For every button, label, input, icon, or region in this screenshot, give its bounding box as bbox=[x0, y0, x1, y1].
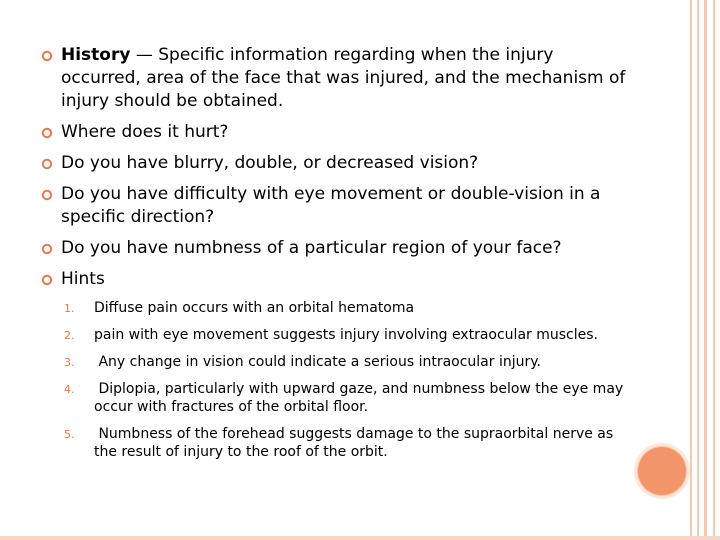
bullet-numbness bbox=[38, 237, 638, 260]
bullet-vision bbox=[38, 152, 638, 175]
hint-item bbox=[61, 380, 638, 416]
hint-number: 3. bbox=[64, 356, 75, 369]
bullet-where-hurt bbox=[38, 121, 638, 144]
bullet-eye-movement bbox=[38, 183, 638, 229]
bullet-icon bbox=[41, 50, 53, 62]
bullet-strong: History bbox=[61, 45, 131, 65]
hints-list bbox=[61, 299, 638, 461]
bullet-icon bbox=[41, 274, 53, 286]
hint-item bbox=[61, 353, 638, 371]
hint-text: Numbness of the forehead suggests damage to the supraorbital nerve as the result of injury to the roof of the orbit. bbox=[94, 426, 618, 460]
bullet-history bbox=[38, 44, 638, 113]
bullet-hints bbox=[38, 268, 638, 291]
hint-number: 5. bbox=[64, 428, 75, 441]
bullet-text: Where does it hurt? bbox=[61, 122, 229, 142]
bullet-text: Do you have difficulty with eye movement or double-vision in a specific direction? bbox=[61, 184, 601, 227]
bullet-icon bbox=[41, 189, 53, 201]
decor-stripe bbox=[713, 0, 715, 540]
bullet-text: — Specific information regarding when the injury occurred, area of the face that was injured, and the mechanism of injury should be obtained. bbox=[61, 45, 626, 111]
hint-number: 1. bbox=[64, 302, 75, 315]
hint-item bbox=[61, 326, 638, 344]
hint-text: pain with eye movement suggests injury involving extraocular muscles. bbox=[94, 327, 598, 343]
hint-number: 2. bbox=[64, 329, 75, 342]
hint-number: 4. bbox=[64, 383, 75, 396]
bottom-accent-line bbox=[0, 536, 720, 540]
decor-stripe bbox=[690, 0, 692, 540]
hint-text: Diplopia, particularly with upward gaze, and numbness below the eye may occur with fractures of the orbital floor. bbox=[94, 381, 628, 415]
orange-circle-ornament bbox=[638, 447, 686, 495]
decor-stripe bbox=[704, 0, 707, 540]
hint-item bbox=[61, 299, 638, 317]
bullet-text: Do you have blurry, double, or decreased vision? bbox=[61, 153, 479, 173]
bullet-icon bbox=[41, 158, 53, 170]
bullet-icon bbox=[41, 243, 53, 255]
slide-body bbox=[38, 44, 638, 470]
hint-item bbox=[61, 425, 638, 461]
bullet-icon bbox=[41, 127, 53, 139]
bullet-text: Hints bbox=[61, 269, 105, 289]
bullet-text: Do you have numbness of a particular region of your face? bbox=[61, 238, 562, 258]
decor-stripe bbox=[697, 0, 699, 540]
hint-text: Any change in vision could indicate a serious intraocular injury. bbox=[94, 354, 541, 370]
hint-text: Diffuse pain occurs with an orbital hematoma bbox=[94, 300, 415, 316]
